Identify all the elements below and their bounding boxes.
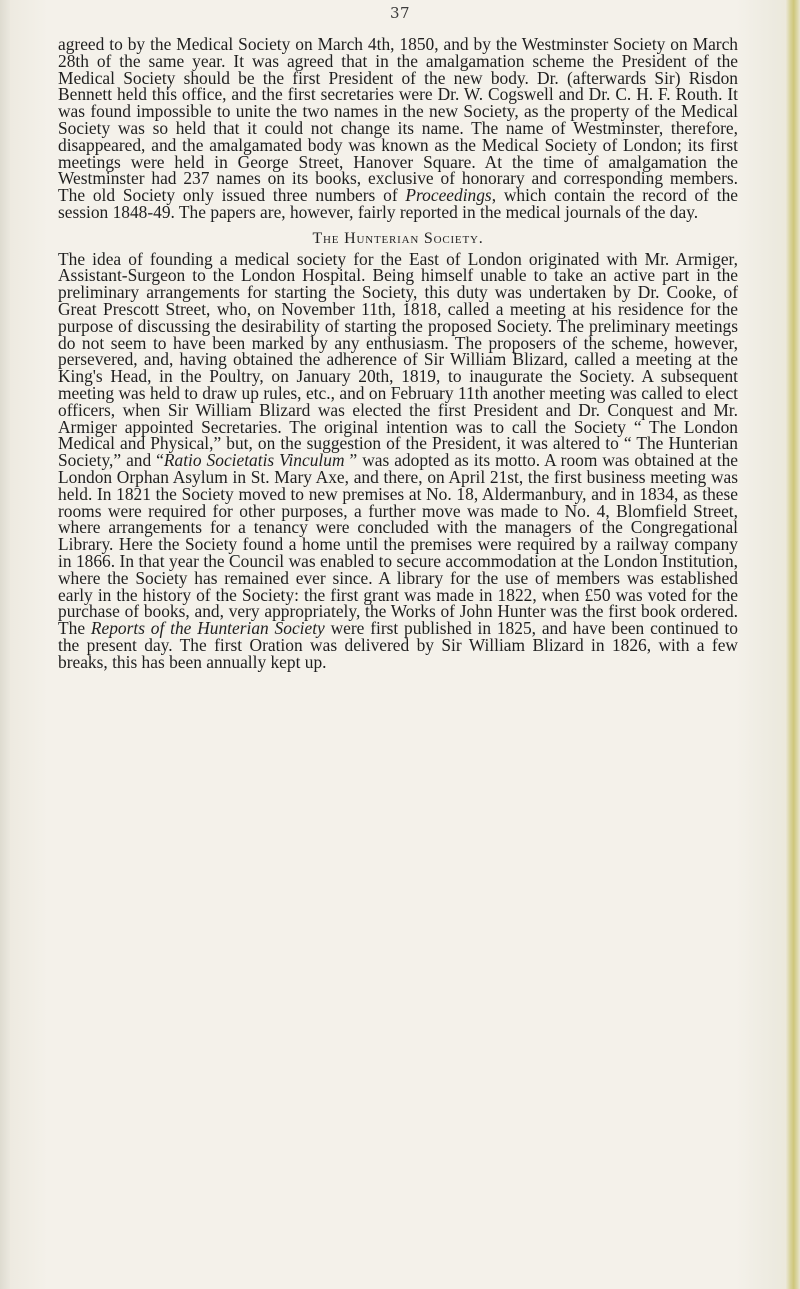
body-text — [58, 36, 738, 670]
reports-title: Reports of the Hunterian Society — [90, 618, 325, 639]
motto-text: Ratio Societatis Vinculum — [163, 450, 345, 471]
paragraph-2-part-3: were first published in 1825, and have been continued to the present day. The first Oration was delivered by Sir William Blizard in 1826, with a few breaks, this has been annually kept up. — [58, 618, 738, 672]
page-number: 37 — [389, 4, 411, 22]
page-gutter-shadow — [0, 0, 10, 1289]
paragraph-hunterian-history — [58, 248, 739, 672]
paragraph-1-text: agreed to by the Medical Society on March 4th, 1850, and by the Westminster Society on March 28th of the same year. It was agreed that in the amalgamation scheme the President of the Medical Society should be the first President of the new body. Dr. (afterwards Sir) Risdon Bennett held this office, and the first secretaries were Dr. W. Cogswell and Dr. C. H. F. Routh. It was found impossible to unite the two names in the new Society, as the property of the Medical Society was so held that it could not change its name. The name of Westminster, therefore, disappeared, and the amalgamated body was known as the Medical Society of London; its first meetings were held in George Street, Hanover Square. At the time of amalgamation the Westminster had 237 names on its books, exclusive of honorary and corresponding members. The old Society only issued three numbers of — [58, 34, 738, 206]
paragraph-1-text-end: , which contain the record of the session 1848-49. The papers are, however, fairly reported in the medical journals of the day. — [58, 185, 738, 222]
paragraph-2-part-2: ” was adopted as its motto. A room was obtained at the London Orphan Asylum in St. Mary Axe, and there, on April 21st, the first business meeting was held. In 1821 the Society moved to new premises at No. 18, Aldermanbury, and in 1834, as these rooms were required for other purposes, a further move was made to No. 4, Blomfield Street, where arrangements for a tenancy were concluded with the managers of the Congregational Library. Here the Society found a home until the premises were required by a railway company in 1866. In that year the Council was enabled to secure accommodation at the London Institution, where the Society has remained ever since. A library for the use of members was established early in the history of the Society: the first grant was made in 1822, when £50 was voted for the purchase of books, and, very appropriately, the Works of John Hunter was the first book ordered. The — [58, 450, 739, 639]
proceedings-title: Proceedings — [405, 185, 492, 206]
paragraph-2-part-1: The idea of founding a medical society for the East of London originated with Mr. Armiger, Assistant-Surgeon to the London Hospital. Being himself unable to take an active part in the preliminary arrangements for starting the Society, this duty was undertaken by Dr. Cooke, of Great Prescott Street, who, on November 11th, 1818, called a meeting at his residence for the purpose of discussing the desirability of starting the proposed Society. The preliminary meetings do not seem to have been marked by any enthusiasm. The proposers of the scheme, however, persevered, and, having obtained the adherence of Sir William Blizard, called a meeting at the King's Head, in the Poultry, on January 20th, 1819, to inaugurate the Society. A subsequent meeting was held to draw up rules, etc., and on February 11th another meeting was called to elect officers, when Sir William Blizard was elected the first President and Dr. Conquest and Mr. Armiger appointed Secretaries. The original intention was to call the Society “ The London Medical and Physical,” but, on the suggestion of the President, it was altered to “ The Hunterian Society,” and “ — [58, 248, 738, 471]
page-edge-stain — [786, 0, 800, 1289]
section-heading-hunterian-society: The Hunterian Society. — [312, 229, 484, 247]
paragraph-westminster-amalgamation — [58, 36, 738, 221]
